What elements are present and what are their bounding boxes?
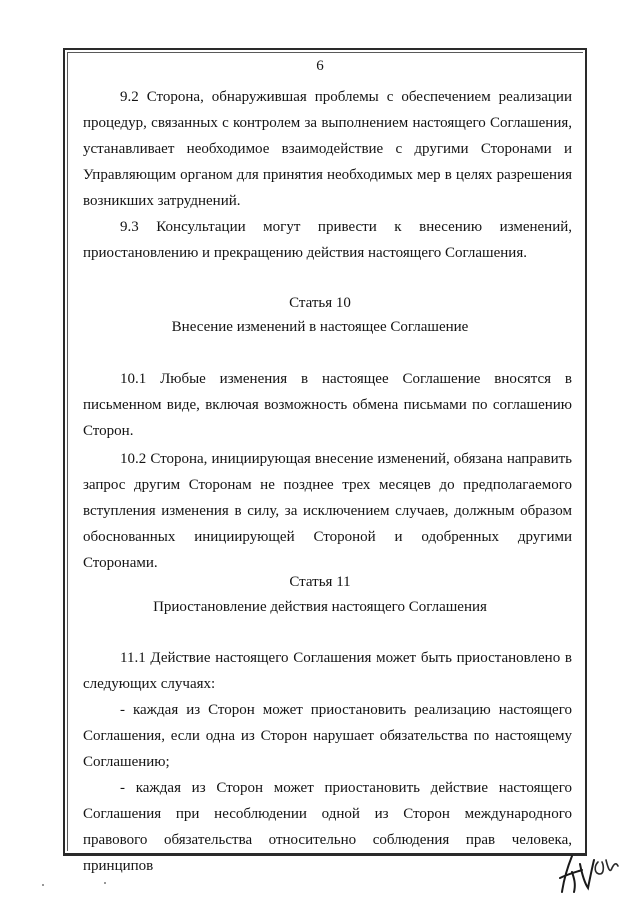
scan-speck (104, 882, 106, 884)
article-10-paragraphs (83, 366, 572, 576)
section-9-paragraphs (83, 84, 572, 266)
scan-speck (42, 884, 44, 886)
article-11-paragraphs (83, 645, 572, 879)
article-10-number: Статья 10 (289, 295, 351, 311)
article-11-title: Приостановление действия настоящего Соглашения (153, 599, 487, 615)
article-11-number: Статья 11 (289, 574, 351, 590)
paragraph-10-2: 10.2 Сторона, инициирующая внесение изменений, обязана направить запрос другим Сторонам не позднее трех месяцев до предполагаемого вступления изменения в силу, за исключением случаев, должным образом обоснованных инициирующей Стороной и одобренных другими Сторонами. (83, 451, 572, 571)
handwritten-initials-signature (554, 848, 624, 898)
article-10-title: Внесение изменений в настоящее Соглашение (171, 319, 469, 335)
paragraph-9-3: 9.3 Консультации могут привести к внесению изменений, приостановлению и прекращению действия настоящего Соглашения. (83, 219, 572, 261)
paragraph-11-1: 11.1 Действие настоящего Соглашения может быть приостановлено в следующих случаях: (83, 650, 572, 692)
paragraph-9-2: 9.2 Сторона, обнаружившая проблемы с обеспечением реализации процедур, связанных с контролем за выполнением настоящего Соглашения, устанавливает необходимое взаимодействие с другими Сторонами и Управляющим органом для принятия необходимых мер в целях разрешения возникших затруднений. (83, 89, 572, 209)
list-item-2: - каждая из Сторон может приостановить действие настоящего Соглашения при несоблюдении одной из Сторон международного правового обязательства относительно соблюдения прав человека, принципов (83, 780, 572, 874)
page-number: 6 (316, 58, 324, 74)
paragraph-10-1: 10.1 Любые изменения в настоящее Соглашение вносятся в письменном виде, включая возможность обмена письмами по соглашению Сторон. (83, 371, 572, 439)
list-item-1: - каждая из Сторон может приостановить реализацию настоящего Соглашения, если одна из Сторон нарушает обязательства по настоящему Соглашению; (83, 702, 572, 770)
